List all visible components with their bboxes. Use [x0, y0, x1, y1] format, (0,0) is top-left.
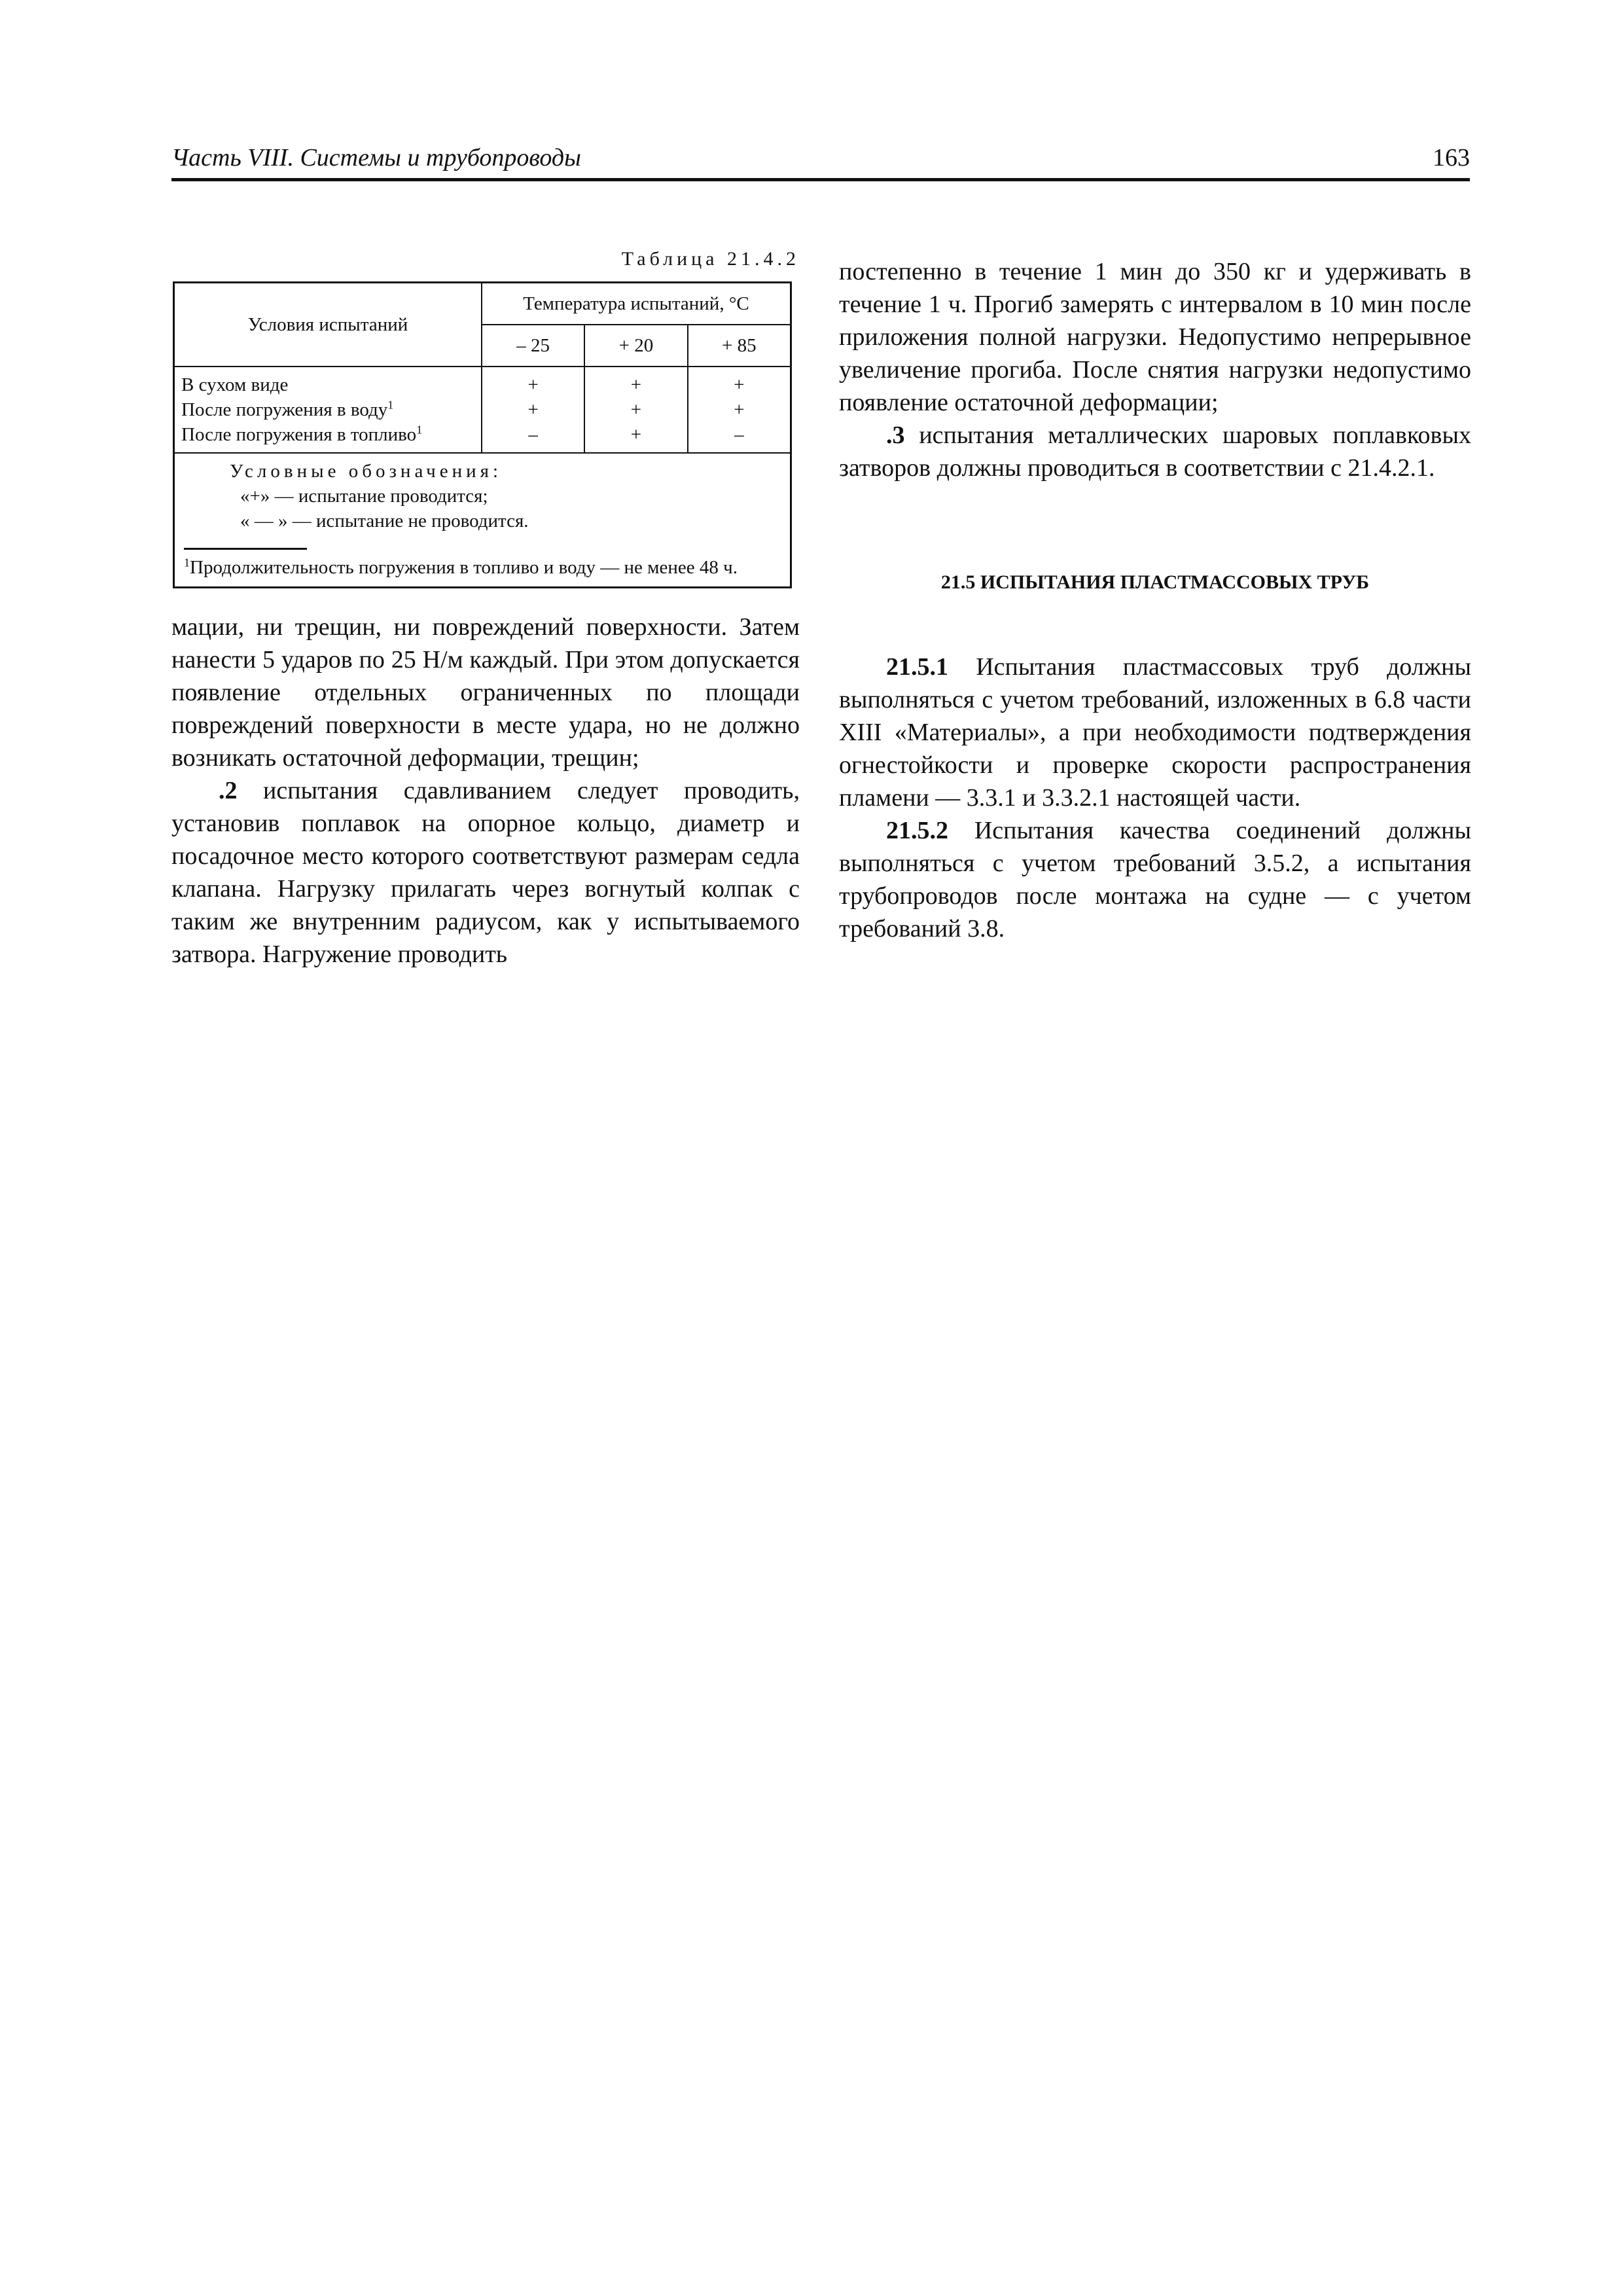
legend-minus: « — » — испытание не проводится. — [240, 511, 529, 531]
table-cell: – — [528, 424, 538, 445]
legend-plus: «+» — испытание проводится; — [240, 486, 488, 507]
legend-title: Условные обозначения: — [230, 461, 503, 482]
table-cell: + — [630, 399, 642, 420]
test-conditions-table — [173, 281, 792, 588]
paragraph-21-5-2: 21.5.2 Испытания качества соединений должны выполняться с учетом требований 3.5.2, а испытания трубопроводов после монтажа на судне — с учетом требований 3.8. — [839, 817, 1471, 942]
table-cell: + — [630, 374, 642, 395]
col-header-temperature: Температура испытаний, °С — [482, 283, 791, 325]
paragraph-item-3: .3 испытания металлических шаровых поплавковых затворов должны проводиться в соответствии с 21.4.2.1. — [839, 422, 1471, 482]
table-cell: + — [734, 374, 745, 395]
left-column — [171, 246, 800, 971]
values-col-3 — [688, 367, 791, 453]
table-legend — [174, 453, 791, 588]
table-footnote: $^1$Продолжительность погружения в топливо и воду — не менее 48 ч. — [184, 556, 738, 578]
row-label: В сухом виде — [181, 374, 289, 395]
table-cell: – — [734, 424, 744, 445]
row-label: После погружения в топливо$^1$ — [181, 423, 423, 445]
page-number: 163 — [1433, 144, 1470, 171]
section-heading: 21.5 ИСПЫТАНИЯ ПЛАСТМАССОВЫХ ТРУБ — [940, 571, 1370, 593]
row-label: После погружения в воду$^1$ — [181, 398, 394, 420]
footnote-rule — [184, 548, 307, 550]
right-column — [839, 255, 1471, 945]
paragraph-21-5-1: 21.5.1 Испытания пластмассовых труб должны выполняться с учетом требований, изложенных в 6.8 части XIII «Материалы», а при необходимости подтверждения огнестойкости и проверке скорости распространения пламени — 3.3.1 и 3.3.2.1 настоящей части. — [839, 653, 1471, 812]
values-col-2 — [584, 367, 687, 453]
table-cell: + — [527, 374, 539, 395]
header-title: Часть VIII. Системы и трубопроводы — [171, 144, 581, 171]
row-labels — [174, 367, 482, 453]
table-body-row — [174, 367, 791, 453]
temp-header-3: + 85 — [688, 325, 791, 367]
page-header — [171, 141, 1470, 181]
col-header-conditions: Условия испытаний — [174, 283, 482, 367]
values-col-1 — [482, 367, 584, 453]
paragraph-continuation-right: постепенно в течение 1 мин до 350 кг и удерживать в течение 1 ч. Прогиб замерять с интервалом в 10 мин после приложения полной нагрузки. Недопустимо непрерывное увеличение прогиба. После снятия нагрузки недопустимо появление остаточной деформации; — [839, 258, 1471, 416]
table-cell: + — [630, 424, 642, 445]
table-cell: + — [527, 399, 539, 420]
temp-header-1: – 25 — [482, 325, 584, 367]
table-cell: + — [734, 399, 745, 420]
table-caption: Таблица 21.4.2 — [621, 248, 800, 270]
temp-header-2: + 20 — [584, 325, 687, 367]
paragraph-item-2: .2 испытания сдавливанием следует проводить, установив поплавок на опорное кольцо, диаметр и посадочное место которого соответствуют размерам седла клапана. Нагрузку прилагать через вогнутый колпак с таким же внутренним радиусом, как у испытываемого затвора. Нагружение проводить — [171, 777, 800, 968]
paragraph-continuation: мации, ни трещин, ни повреждений поверхности. Затем нанести 5 ударов по 25 Н/м каждый. При этом допускается появление отдельных ограниченных по площади повреждений поверхности в месте удара, но не должно возникать остаточной деформации, трещин; — [171, 613, 800, 772]
